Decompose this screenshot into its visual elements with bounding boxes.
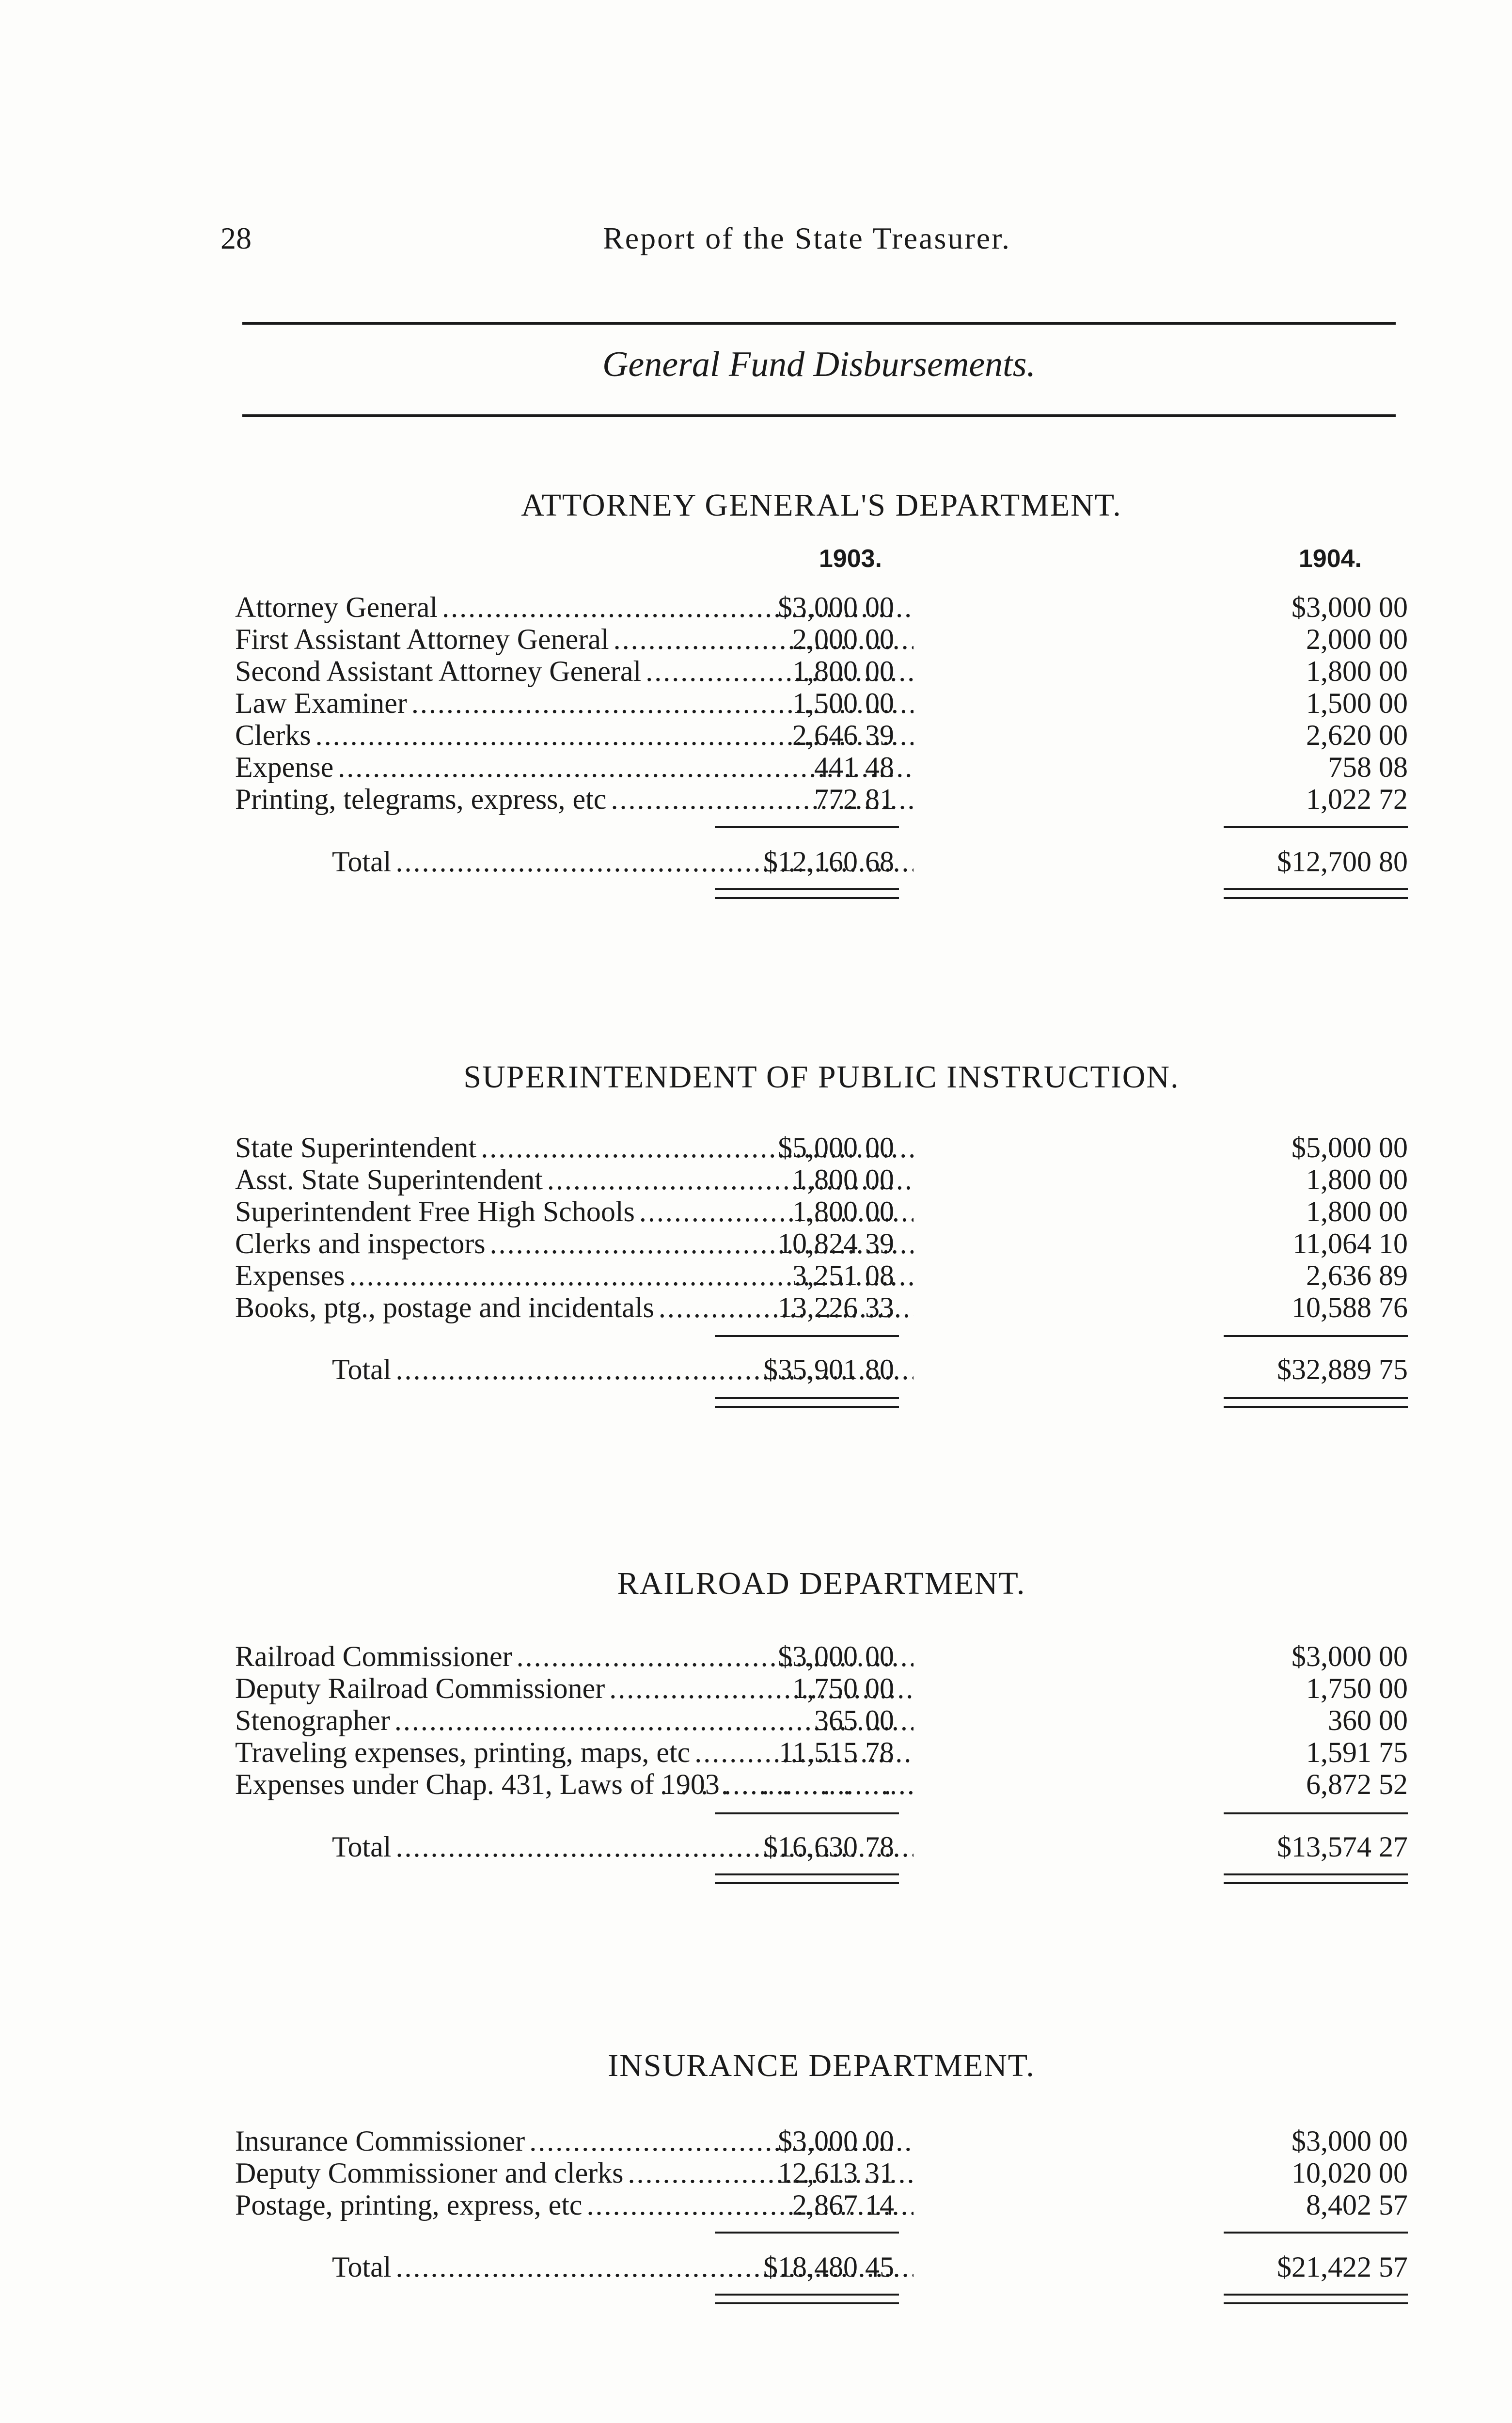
page-subtitle: General Fund Disbursements. [602,345,1036,384]
value-1903: 2,867 14 [792,2189,894,2221]
table-row [235,1736,1408,1768]
sum-rule-1903 [715,826,899,828]
value-1904: 2,636 89 [1306,1259,1408,1291]
table-row [235,783,1408,815]
running-title: Report of the State Treasurer. [603,221,1011,255]
total-row [235,1831,1408,1863]
table-row [235,1196,1408,1227]
value-1904: $5,000 00 [1292,1132,1408,1164]
value-1904: 1,800 00 [1306,655,1408,687]
total-1903: $35,901 80 [763,1353,894,1385]
table-row [235,1227,1408,1259]
sum-rule-1904 [1224,1812,1408,1814]
value-1903: 1,800 00 [792,1164,894,1196]
value-1904: 1,750 00 [1306,1672,1408,1704]
row-label: Traveling expenses, printing, maps, etc . . . [235,1736,914,1768]
total-1903: $18,480 45 [763,2251,894,2283]
table-row [235,1259,1408,1291]
section-railroad [235,1565,1408,1934]
table-row [235,1132,1408,1164]
value-1904: 10,588 76 [1292,1291,1408,1323]
sum-rule-1904 [1224,826,1408,828]
header-rule [242,322,1396,325]
value-1903: 1,750 00 [792,1672,894,1704]
table-row [235,655,1408,687]
value-1903: 1,500 00 [792,687,894,719]
row-label: Superintendent Free High Schools . . . [235,1196,914,1227]
value-1904: 6,872 52 [1306,1768,1408,1800]
row-label: Deputy Commissioner and clerks . . . [235,2157,914,2189]
value-1903: $3,000 00 [778,1640,894,1672]
section-title: RAILROAD DEPARTMENT. [617,1566,1026,1601]
value-1904: 1,800 00 [1306,1164,1408,1196]
row-label: Expenses under Chap. 431, Laws of 1903 . . . [235,1768,914,1800]
value-1904: 758 08 [1328,751,1408,783]
row-label: Postage, printing, express, etc . . . [235,2189,914,2221]
total-1903: $16,630 78 [763,1831,894,1863]
section-public-instruction [235,1059,1408,1447]
double-rule-1903 [715,2294,899,2304]
value-1904: 11,064 10 [1292,1227,1408,1259]
total-1904: $21,422 57 [1277,2251,1408,2283]
row-label: Expenses . . . [235,1259,914,1291]
value-1903: 13,226 33 [778,1291,894,1323]
value-1904: $3,000 00 [1292,591,1408,623]
sum-rule-1903 [715,1812,899,1814]
total-1904: $32,889 75 [1277,1353,1408,1385]
table-row [235,1164,1408,1196]
row-label: First Assistant Attorney General . . . [235,623,914,655]
value-1903: 12,613 31 [778,2157,894,2189]
total-1904: $13,574 27 [1277,1831,1408,1863]
sum-rule-1903 [715,1335,899,1337]
value-1903: 365 00 [814,1704,894,1736]
value-1904: $3,000 00 [1292,1640,1408,1672]
value-1903: 772 81 [814,783,894,815]
row-label: Attorney General . . . [235,591,914,623]
double-rule-1904 [1224,888,1408,899]
section-insurance [235,2047,1408,2367]
table-row [235,1704,1408,1736]
table-row [235,751,1408,783]
table-row [235,623,1408,655]
page-number: 28 [220,221,252,255]
double-rule-1904 [1224,2294,1408,2304]
row-label: Asst. State Superintendent . . . [235,1164,914,1196]
value-1904: 10,020 00 [1292,2157,1408,2189]
sum-rule-1904 [1224,1335,1408,1337]
row-label: Books, ptg., postage and incidentals . . . [235,1291,914,1323]
total-label: Total . . . [235,1831,914,1863]
value-1903: 2,000 00 [792,623,894,655]
value-1904: 360 00 [1328,1704,1408,1736]
value-1903: $3,000 00 [778,2125,894,2157]
running-header [220,220,1393,274]
table-row [235,2157,1408,2189]
table-row [235,2189,1408,2221]
table-row [235,719,1408,751]
double-rule-1903 [715,888,899,899]
year-header-1904: 1904. [1298,545,1362,573]
row-label: Clerks . . . [235,719,914,751]
row-label: Stenographer . . . [235,1704,914,1736]
row-label: Deputy Railroad Commissioner . . . [235,1672,914,1704]
value-1904: 1,800 00 [1306,1196,1408,1227]
total-label: Total . . . [235,1353,914,1385]
row-label: State Superintendent . . . [235,1132,914,1164]
section-title: INSURANCE DEPARTMENT. [608,2048,1035,2083]
total-1903: $12,160 68 [763,846,894,878]
value-1903: 3,251 08 [792,1259,894,1291]
table-row [235,1640,1408,1672]
double-rule-1904 [1224,1873,1408,1884]
value-1903: $5,000 00 [778,1132,894,1164]
subtitle-rule [242,414,1396,417]
total-1904: $12,700 80 [1277,846,1408,878]
value-1903: 1,800 00 [792,655,894,687]
sum-rule-1903 [715,2232,899,2234]
row-label: Printing, telegrams, express, etc . . . [235,783,914,815]
total-label: Total . . . [235,846,914,878]
year-header-1903: 1903. [819,545,882,573]
value-1903: $3,000 00 [778,591,894,623]
row-label: Law Examiner . . . [235,687,914,719]
sum-rule-1904 [1224,2232,1408,2234]
double-rule-1903 [715,1397,899,1408]
total-label: Total . . . [235,2251,914,2283]
value-1903-leader: . . . . . . . . . . . . [660,1768,894,1800]
table-row [235,1672,1408,1704]
total-row [235,846,1408,878]
table-row [235,687,1408,719]
double-rule-1903 [715,1873,899,1884]
value-1904: 2,000 00 [1306,623,1408,655]
table-row [235,591,1408,623]
value-1903: 441 48 [814,751,894,783]
row-label: Clerks and inspectors . . . [235,1227,914,1259]
value-1904: 1,022 72 [1306,783,1408,815]
row-label: Expense . . . [235,751,914,783]
row-label: Second Assistant Attorney General . . . [235,655,914,687]
value-1904: 8,402 57 [1306,2189,1408,2221]
value-1904: 1,500 00 [1306,687,1408,719]
section-title: ATTORNEY GENERAL'S DEPARTMENT. [521,488,1122,523]
value-1903: 1,800 00 [792,1196,894,1227]
table-row [235,1768,1408,1800]
value-1904: 1,591 75 [1306,1736,1408,1768]
value-1903: 2,646 39 [792,719,894,751]
value-1903: 10,824 39 [778,1227,894,1259]
row-label: Railroad Commissioner . . . [235,1640,914,1672]
section-attorney-general [235,487,1408,923]
double-rule-1904 [1224,1397,1408,1408]
table-row [235,2125,1408,2157]
total-row [235,1353,1408,1385]
section-title: SUPERINTENDENT OF PUBLIC INSTRUCTION. [463,1059,1180,1095]
table-row [235,1291,1408,1323]
value-1904: $3,000 00 [1292,2125,1408,2157]
row-label: Insurance Commissioner . . . [235,2125,914,2157]
value-1904: 2,620 00 [1306,719,1408,751]
total-row [235,2251,1408,2283]
value-1903: 11,515 78 [779,1736,894,1768]
